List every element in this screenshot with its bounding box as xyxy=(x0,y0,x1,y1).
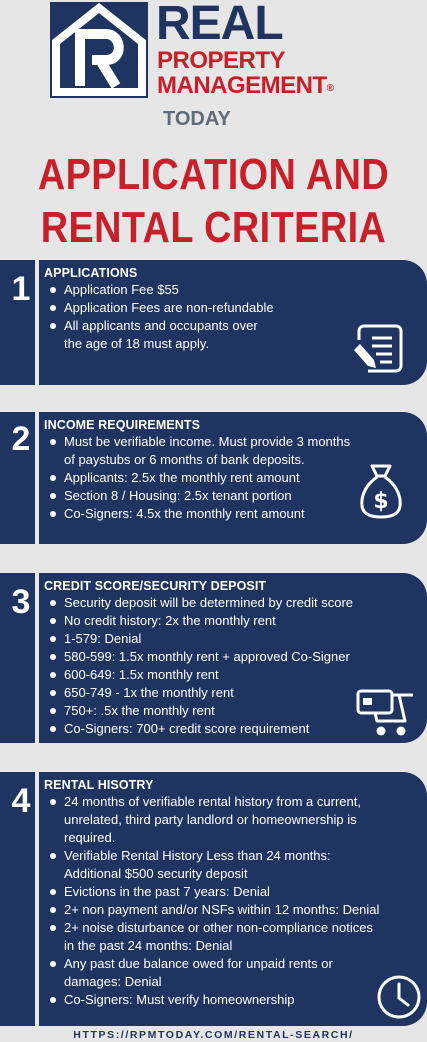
criteria-list xyxy=(44,281,279,353)
company-logo xyxy=(48,0,388,135)
registered-mark: ® xyxy=(326,83,334,94)
list-item: Any past due balance owed for unpaid rents or damages: Denial xyxy=(44,955,384,991)
list-item: 650-749 - 1x the monthly rent xyxy=(44,684,419,702)
section-heading: APPLICATIONS xyxy=(44,266,138,280)
list-item: Co-Signers: 700+ credit score requirement xyxy=(44,720,419,738)
section-number: 2 xyxy=(11,420,31,458)
section-number: 4 xyxy=(11,782,31,820)
section-divider xyxy=(35,260,39,385)
document-pen-icon xyxy=(350,322,406,374)
logo-house-r-icon xyxy=(50,2,148,98)
section-card-applications xyxy=(0,260,427,385)
list-item: Co-Signers: 4.5x the monthly rent amount xyxy=(44,505,354,523)
section-number: 3 xyxy=(11,583,31,621)
section-card-rental-history xyxy=(0,772,427,1026)
logo-text-today: TODAY xyxy=(163,108,231,130)
list-item: 600-649: 1.5x monthly rent xyxy=(44,666,419,684)
list-item: 1-579: Denial xyxy=(44,630,419,648)
list-item: 2+ noise disturbance or other non-compliance notices in the past 24 months: Denial xyxy=(44,919,384,955)
money-bag-icon xyxy=(358,462,404,520)
list-item: Co-Signers: Must verify homeownership xyxy=(44,991,384,1009)
section-card-credit-score-security-deposit xyxy=(0,573,427,743)
logo-text-management-row xyxy=(157,73,397,101)
logo-text-real: REAL xyxy=(156,0,283,50)
clock-icon xyxy=(376,974,422,1020)
section-heading: INCOME REQUIREMENTS xyxy=(44,418,201,432)
list-item: 2+ non payment and/or NSFs within 12 months: Denial xyxy=(44,901,384,919)
section-heading: CREDIT SCORE/SECURITY DEPOSIT xyxy=(44,579,267,593)
list-item: Application Fee $55 xyxy=(44,281,279,299)
list-item: 580-599: 1.5x monthly rent + approved Co-Signer xyxy=(44,648,419,666)
list-item: Must be verifiable income. Must provide 3 months of paystubs or 6 months of bank deposits. xyxy=(44,433,354,469)
page-title xyxy=(30,148,397,254)
svg-text:$: $ xyxy=(373,489,389,514)
section-divider xyxy=(35,412,39,544)
logo-text-management: MANAGEMENT xyxy=(157,72,327,99)
criteria-list xyxy=(44,793,384,1009)
logo-text-property-management xyxy=(157,48,397,101)
rental-search-url[interactable]: HTTPS://RPMTODAY.COM/RENTAL-SEARCH/ xyxy=(73,1029,354,1041)
logo-text-property: PROPERTY xyxy=(157,47,286,74)
credit-card-cart-icon xyxy=(355,685,417,741)
list-item: All applicants and occupants over the age of 18 must apply. xyxy=(44,317,279,353)
page-title-line-2: RENTAL CRITERIA xyxy=(40,203,387,252)
list-item: Verifiable Rental History Less than 24 months: Additional $500 security deposit xyxy=(44,847,384,883)
list-item: Application Fees are non-refundable xyxy=(44,299,279,317)
section-divider xyxy=(35,772,39,1026)
list-item: Section 8 / Housing: 2.5x tenant portion xyxy=(44,487,354,505)
page-title-line-1: APPLICATION AND xyxy=(37,150,390,199)
list-item: No credit history: 2x the monthly rent xyxy=(44,612,419,630)
section-divider xyxy=(35,573,39,743)
section-card-income-requirements xyxy=(0,412,427,544)
list-item: 750+: .5x the monthly rent xyxy=(44,702,419,720)
section-body xyxy=(44,777,419,1009)
list-item: Security deposit will be determined by credit score xyxy=(44,594,419,612)
section-heading: RENTAL HISOTRY xyxy=(44,778,154,792)
list-item: 24 months of verifiable rental history from a current, unrelated, third party landlord or homeownership is required. xyxy=(44,793,384,847)
criteria-list xyxy=(44,433,354,523)
list-item: Applicants: 2.5x the monthly rent amount xyxy=(44,469,354,487)
list-item: Evictions in the past 7 years: Denial xyxy=(44,883,384,901)
section-number: 1 xyxy=(11,270,31,308)
